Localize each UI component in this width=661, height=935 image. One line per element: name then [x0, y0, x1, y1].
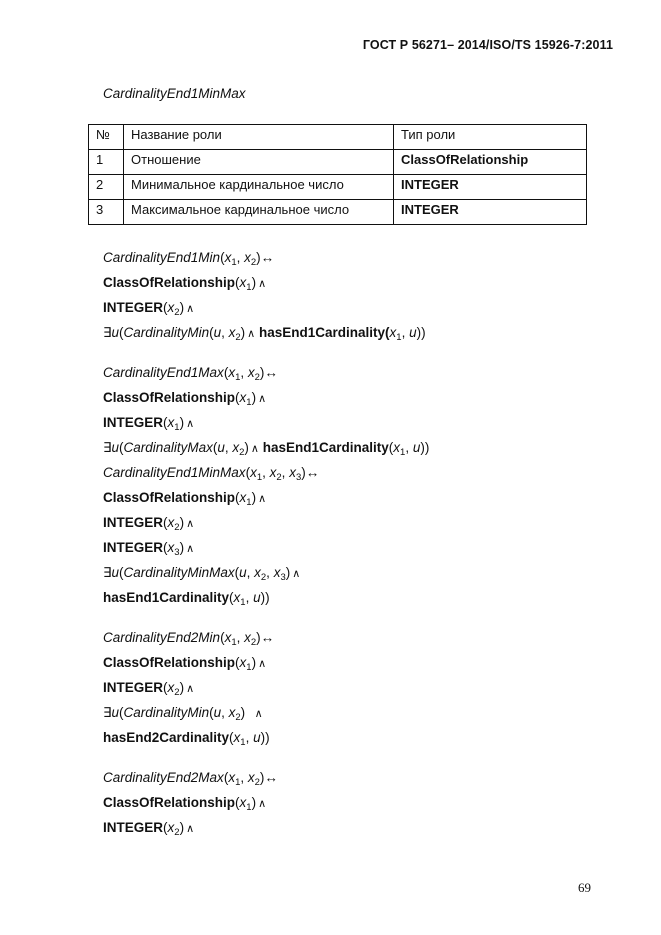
formula-line: $ClassOfRelationship(x_1)$ ∧ — [103, 795, 267, 813]
term: INTEGER — [103, 515, 164, 530]
term: hasEnd1Cardinality — [262, 440, 389, 455]
row-number: 1 — [89, 150, 124, 175]
formula-line: $INTEGER(x_2)$ ∧ — [103, 820, 195, 838]
formula-line: ∃u(CardinalityMin(u, $x_2$) ∧ $hasEnd1Cardinality(x_1$, u)) — [103, 325, 426, 343]
term: INTEGER — [103, 540, 164, 555]
row-role-type: ClassOfRelationship — [394, 150, 587, 175]
term: INTEGER — [103, 820, 164, 835]
formula-line: $INTEGER(x_1)$ ∧ — [103, 415, 195, 433]
formula-line: $CardinalityEnd2Max(x_1$, $x_2)\leftrightarrow$ — [103, 770, 278, 788]
term: CardinalityEnd1Min — [103, 250, 221, 265]
row-role-type: INTEGER — [394, 175, 587, 200]
table-row — [89, 175, 587, 200]
table-row — [89, 150, 587, 175]
document-header: ГОСТ Р 56271– 2014/ISO/TS 15926-7:2011 — [362, 38, 613, 52]
header-role-type: Тип роли — [394, 125, 587, 150]
formula-line: $INTEGER(x_2)$ ∧ — [103, 680, 195, 698]
row-number: 3 — [89, 200, 124, 225]
formula-line: $CardinalityEnd1MinMax(x_1$, $x_2$, $x_3)\leftrightarrow$ — [103, 465, 320, 483]
formula-line: ∃u(CardinalityMin(u, $x_2$) ∧ — [103, 705, 263, 723]
term: CardinalityEnd2Min — [103, 630, 221, 645]
page-number: 69 — [578, 880, 591, 895]
header-role-name: Название роли — [124, 125, 394, 150]
row-role-name: Минимальное кардинальное число — [124, 175, 394, 200]
row-role-name: Отношение — [124, 150, 394, 175]
formula-line: $hasEnd2Cardinality(x_1$, u)) — [103, 730, 270, 748]
term: INTEGER — [103, 680, 164, 695]
formula-line: $INTEGER(x_3)$ ∧ — [103, 540, 195, 558]
term: CardinalityMinMax — [123, 565, 235, 580]
formula-line: $ClassOfRelationship(x_1)$ ∧ — [103, 655, 267, 673]
term: INTEGER — [103, 300, 164, 315]
formula-line: ∃u(CardinalityMax(u, $x_2$) ∧ $hasEnd1Cardinality(x_1$, u)) — [103, 440, 430, 458]
row-role-name: Максимальное кардинальное число — [124, 200, 394, 225]
table-header-row — [89, 125, 587, 150]
header-number: № — [89, 125, 124, 150]
term: CardinalityEnd2Max — [103, 770, 224, 785]
row-role-type: INTEGER — [394, 200, 587, 225]
formula-line: $CardinalityEnd1Min(x_1$, $x_2)\leftrightarrow$ — [103, 250, 275, 268]
term: CardinalityMin — [123, 705, 210, 720]
formula-line: $CardinalityEnd2Min(x_1$, $x_2)\leftrightarrow$ — [103, 630, 275, 648]
term: CardinalityEnd1Max — [103, 365, 224, 380]
formula-line: $ClassOfRelationship(x_1)$ ∧ — [103, 390, 267, 408]
formula-line: $ClassOfRelationship(x_1)$ ∧ — [103, 490, 267, 508]
formula-line: $hasEnd1Cardinality(x_1$, u)) — [103, 590, 270, 608]
formula-line: $INTEGER(x_2)$ ∧ — [103, 300, 195, 318]
formula-line: ∃u(CardinalityMinMax(u, $x_2$, $x_3$) ∧ — [103, 565, 301, 583]
roles-table — [88, 124, 587, 225]
term: ClassOfRelationship — [103, 275, 236, 290]
term: ClassOfRelationship — [103, 795, 236, 810]
formulas-block — [103, 245, 603, 840]
term: ClassOfRelationship — [103, 390, 236, 405]
term: hasEnd1Cardinality — [103, 590, 230, 605]
formula-line: $CardinalityEnd1Max(x_1$, $x_2)\leftrightarrow$ — [103, 365, 278, 383]
section-caption: CardinalityEnd1MinMax — [103, 86, 246, 101]
term: ClassOfRelationship — [103, 655, 236, 670]
term: CardinalityMax — [123, 440, 213, 455]
formula-line: $INTEGER(x_2)$ ∧ — [103, 515, 195, 533]
term: CardinalityMin — [123, 325, 210, 340]
row-number: 2 — [89, 175, 124, 200]
formula-line: $ClassOfRelationship(x_1)$ ∧ — [103, 275, 267, 293]
term: INTEGER — [103, 415, 164, 430]
term: CardinalityEnd1MinMax — [103, 465, 246, 480]
table-row — [89, 200, 587, 225]
term: ClassOfRelationship — [103, 490, 236, 505]
term: hasEnd2Cardinality — [103, 730, 230, 745]
term: hasEnd1Cardinality — [258, 325, 386, 340]
